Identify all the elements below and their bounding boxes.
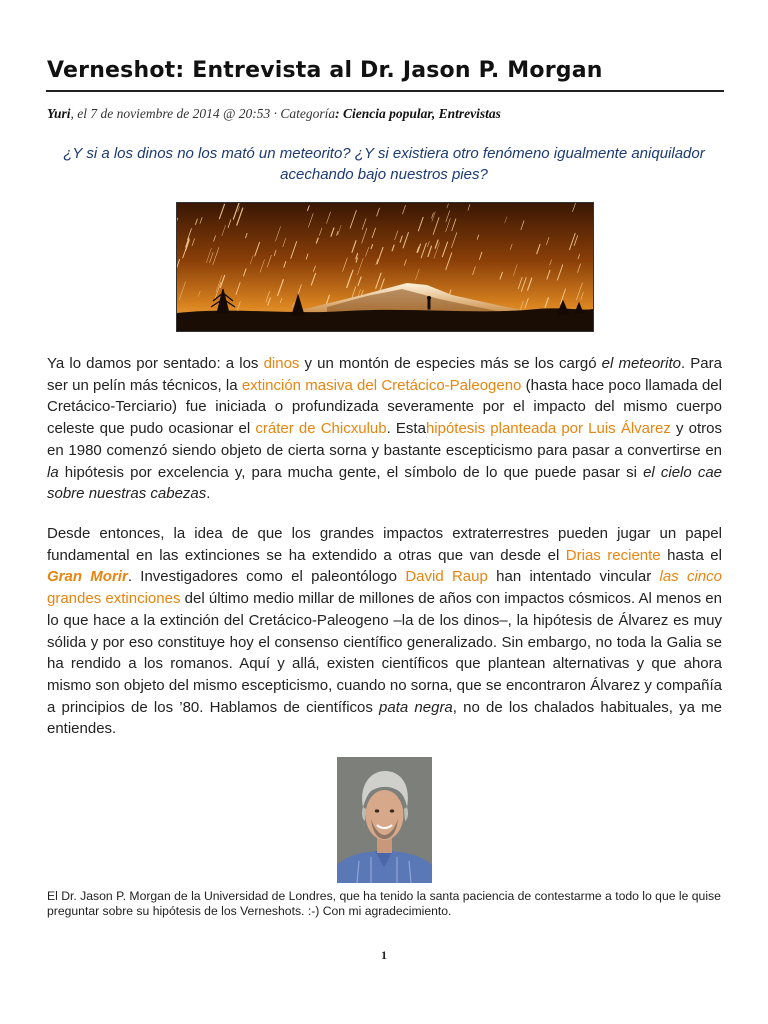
title-divider bbox=[46, 90, 724, 92]
article-title: Verneshot: Entrevista al Dr. Jason P. Morgan bbox=[47, 58, 603, 83]
paragraph-intro: Ya lo damos por sentado: a los dinos y un montón de especies más se los cargó el meteorito. Para ser un pelín más técnicos, la extinción masiva del Cretácico-Paleogeno (hasta hace poco llamada del Cretácico-Terciario) fue iniciada o profundizada severamente por el impacto del mismo cuerpo celeste que pudo ocasionar el cráter de Chicxulub. Estahipótesis planteada por Luis Álvarez y otros en 1980 comenzó siendo objeto de cierta sorna y bastante escepticismo para pasar a convertirse en la hipótesis por excelencia y, para mucha gente, el símbolo de lo que puede pasar si el cielo cae sobre nuestras cabezas. bbox=[47, 355, 723, 503]
photo-caption: El Dr. Jason P. Morgan de la Universidad de Londres, que ha tenido la santa paciencia de contestarme a todo lo que le quise preguntar sobre su hipótesis de los Verneshots. :-) Con mi agradecimiento. bbox=[47, 889, 721, 918]
link-las-cinco[interactable]: las cinco bbox=[659, 568, 722, 586]
link-david-raup[interactable]: David Raup bbox=[405, 568, 488, 586]
link-grandes-extinciones[interactable]: grandes extinciones bbox=[47, 590, 181, 608]
link-crater-chicxulub[interactable]: cráter de Chicxulub bbox=[255, 420, 387, 438]
link-extincion-kpg[interactable]: extinción masiva del Cretácico-Paleogeno bbox=[241, 376, 522, 394]
article-meta bbox=[47, 106, 501, 122]
link-hipotesis-alvarez[interactable]: hipótesis planteada por Luis Álvarez bbox=[425, 420, 671, 438]
paragraph-impacts: Desde entonces, la idea de que los grandes impactos extraterrestres pueden jugar un papel fundamental en las extinciones se ha extendido a otras que van desde el Drias reciente hasta el Gran Morir. Investigadores como el paleontólogo David Raup han intentado vincular las cinco grandes extinciones del último medio millar de millones de años con impactos cósmicos. Al menos en lo que hace a la extinción del Cretácico-Paleogeno –la de los dinos–, la hipótesis de Álvarez es muy sólida y por eso constituye hoy el consenso científico generalizado. Sin embargo, no toda la Galia se ha rendido a los romanos. Aquí y allá, existen científicos que plantean alternativas y que ahora mismo son objeto del mismo escepticismo, cuando no sorna, que se encontraron Álvarez y compañía a principios de los ’80. Hablamos de científicos pata negra, no de los chalados habituales, ya me entiendes. bbox=[47, 525, 722, 738]
star-trails-mountain-image bbox=[176, 202, 594, 332]
portrait-photo bbox=[337, 757, 432, 883]
article-lead: ¿Y si a los dinos no los mató un meteorito? ¿Y si existiera otro fenómeno igualmente aniquilador acechando bajo nuestros pies? bbox=[63, 145, 705, 183]
author-name[interactable]: Yuri bbox=[47, 106, 71, 121]
link-dinos[interactable]: dinos bbox=[263, 355, 300, 372]
link-drias-reciente[interactable]: Drias reciente bbox=[565, 546, 661, 564]
link-gran-morir[interactable]: Gran Morir bbox=[47, 568, 128, 586]
category-list[interactable]: : Ciencia popular, Entrevistas bbox=[335, 106, 501, 121]
post-date: , el 7 de noviembre de 2014 @ 20:53 · Categoría bbox=[70, 106, 336, 121]
page-number: 1 bbox=[381, 948, 387, 962]
